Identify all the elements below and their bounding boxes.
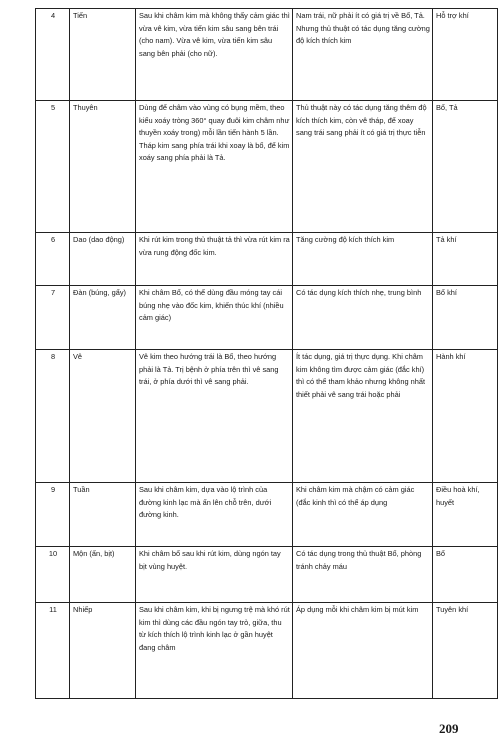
page-number: 209 [439,721,459,736]
technique-name: Mộn (ấn, bịt) [70,547,136,603]
technique-method: Vê kim theo hướng trái là Bổ, theo hướng phải là Tả. Trị bệnh ở phía trên thì vê sang trái, ở phía dưới thì vê sang phải. [136,350,293,483]
technique-table [35,8,498,699]
technique-method: Sau khi châm kim, dựa vào lộ trình của đường kinh lạc mà ấn lên chỗ trên, dưới đường kinh. [136,483,293,547]
technique-name: Vê [70,350,136,483]
technique-method: Khi rút kim trong thủ thuật tả thì vừa rút kim ra vừa rung động đốc kim. [136,233,293,286]
table-row [36,9,498,101]
row-number: 6 [36,233,70,286]
technique-name: Đàn (búng, gẩy) [70,286,136,350]
row-number: 4 [36,9,70,101]
technique-name: Nhiếp [70,603,136,699]
row-number: 11 [36,603,70,699]
technique-name: Tuần [70,483,136,547]
table-row [36,350,498,483]
table-row [36,101,498,233]
technique-application: Hành khí [433,350,498,483]
technique-application: Bổ, Tả [433,101,498,233]
technique-effect: Tăng cường độ kích thích kim [293,233,433,286]
technique-application: Hỗ trợ khí [433,9,498,101]
table-row [36,547,498,603]
table-row [36,483,498,547]
technique-application: Tả khí [433,233,498,286]
table-row [36,286,498,350]
technique-effect: Áp dụng mỗi khi châm kim bị mút kim [293,603,433,699]
technique-effect: Thủ thuật này có tác dụng tăng thêm độ kích thích kim, còn vê tháp, để xoay sang trái sang phải ít có giá trị thực tiễn [293,101,433,233]
technique-method: Sau khi châm kim, khi bị ngưng trệ mà khó rút kim thì dùng các đầu ngón tay trỏ, giữa, thu từ kích thích lộ trình kinh lạc ở gần huyệt đang châm [136,603,293,699]
technique-effect: Ít tác dụng, giá trị thực dụng. Khi châm kim không tìm được cảm giác (đắc khí) thì có thể tham khảo nhưng không nhất thiết phải vê sang trái hoặc phải [293,350,433,483]
technique-method: Khi châm bổ sau khi rút kim, dùng ngón tay bịt vùng huyệt. [136,547,293,603]
technique-application: Tuyên khí [433,603,498,699]
row-number: 10 [36,547,70,603]
row-number: 7 [36,286,70,350]
table-row [36,233,498,286]
technique-effect: Có tác dụng kích thích nhẹ, trung bình [293,286,433,350]
technique-effect: Có tác dụng trong thủ thuật Bổ, phòng tránh chảy máu [293,547,433,603]
technique-method: Sau khi châm kim mà không thấy cảm giác thì vừa vê kim, vừa tiến kim sâu sang bên trái (cho nam). Vừa vê kim, vừa tiến kim sâu sang bên phải (cho nữ). [136,9,293,101]
technique-method: Dùng để châm vào vùng có bụng mềm, theo kiểu xoáy tròng 360° quay đuôi kim châm như thuyền xoáy trong) mỗi lần tiến hành 5 lần. Tháp kim sang phía trái khi xoay là bổ, để kim xoáy sang phía phải là Tả. [136,101,293,233]
row-number: 9 [36,483,70,547]
technique-application: Điều hoà khí, huyết [433,483,498,547]
technique-name: Tiến [70,9,136,101]
table-row [36,603,498,699]
technique-effect: Nam trái, nữ phải ít có giá trị về Bổ, Tả. Nhưng thủ thuật có tác dụng tăng cường độ kích thích kim [293,9,433,101]
technique-application: Bổ khí [433,286,498,350]
technique-name: Thuyên [70,101,136,233]
technique-application: Bổ [433,547,498,603]
technique-name: Dao (dao động) [70,233,136,286]
row-number: 8 [36,350,70,483]
technique-effect: Khi châm kim mà chậm có cảm giác (đắc kinh thì có thể áp dụng [293,483,433,547]
technique-method: Khi châm Bổ, có thể dùng đầu móng tay cái búng nhẹ vào đốc kim, khiến thúc khí (nhiều cảm giác) [136,286,293,350]
row-number: 5 [36,101,70,233]
